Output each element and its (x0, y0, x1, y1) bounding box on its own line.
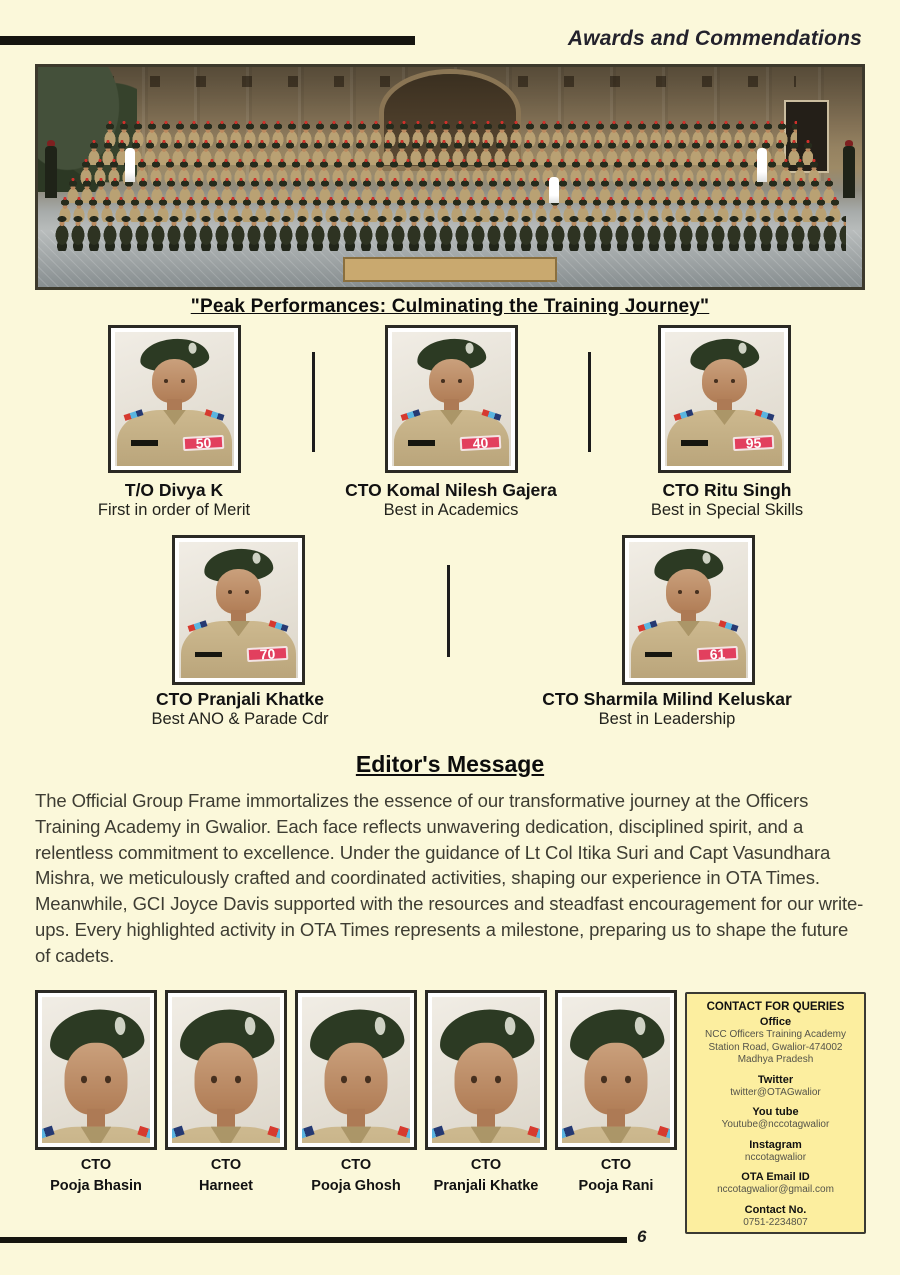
epaulette (401, 409, 421, 421)
epaulette (638, 620, 658, 632)
seated-officers-row (54, 215, 845, 251)
carpet (343, 257, 557, 281)
number-tag: 95 (732, 435, 774, 451)
face (152, 359, 197, 403)
team-rank: CTO (600, 1157, 632, 1173)
contact-section-instagram: Instagram nccotagwalior (744, 1138, 807, 1163)
cadet-portrait (302, 997, 410, 1143)
epaulette (527, 1126, 540, 1143)
team-caption (551, 1157, 681, 1194)
epaulette (482, 409, 502, 421)
team-photo-pranjali-khatke (425, 990, 547, 1150)
epaulette (205, 409, 225, 421)
contact-section-office: Office NCC Officers Training Academy Station Road, Gwalior-474002 Madhya Pradesh (705, 1016, 846, 1065)
epaulette (674, 409, 694, 421)
team-photo-pooja-ghosh (295, 990, 417, 1150)
team-name: Pooja Rani (578, 1178, 654, 1194)
team-caption (31, 1157, 161, 1194)
cadet-portrait (665, 332, 784, 466)
name-plate (681, 440, 708, 445)
number-tag: 40 (459, 435, 501, 451)
epaulette (397, 1126, 410, 1143)
award-caption (100, 690, 380, 729)
page-number: 6 (637, 1227, 647, 1246)
face (585, 1043, 647, 1115)
awardee-name: CTO Sharmila Milind Keluskar (542, 689, 792, 709)
face (666, 569, 711, 614)
name-plate (408, 440, 435, 445)
editors-message-body: The Official Group Frame immortalizes the essence of our transformative journey at the Officers Training Academy in Gwalior. Each face reflects unwavering dedication, disciplined spirit, and a relentless commitment to excellence. Under the guidance of Lt Col Itika Suri and Capt Vasundhara Mishra, we meticulously crafted and coordinated activities, shaping our experience in OTA Times. Meanwhile, GCI Joyce Davis supported with the resources and steadfast encouragement for our write-ups. Every highlighted activity in OTA Times represents a milestone, preparing us to shape the future of cadets. (35, 790, 864, 966)
team-photo-harneet (165, 990, 287, 1150)
cadet-portrait (432, 997, 540, 1143)
team-caption (161, 1157, 291, 1194)
award-title: Best in Leadership (598, 710, 736, 728)
epaulette (755, 409, 775, 421)
awardee-name: CTO Pranjali Khatke (156, 689, 324, 709)
awardee-name: T/O Divya K (124, 480, 224, 500)
cadet-portrait (562, 997, 670, 1143)
team-caption (291, 1157, 421, 1194)
contact-section-email: OTA Email ID nccotagwalior@gmail.com (717, 1171, 834, 1195)
group-photo-caption: "Peak Performances: Culminating the Training Journey" (190, 296, 710, 317)
award-title: Best in Academics (383, 501, 519, 519)
team-caption (421, 1157, 551, 1194)
cadet-portrait (115, 332, 234, 466)
team-name: Pooja Bhasin (50, 1178, 142, 1194)
team-rank: CTO (340, 1157, 372, 1173)
awardee-name: CTO Ritu Singh (662, 480, 792, 500)
cadet-portrait (42, 997, 150, 1143)
cadet-portrait (172, 997, 280, 1143)
team-name: Pranjali Khatke (433, 1178, 539, 1194)
team-name: Pooja Ghosh (311, 1178, 401, 1194)
navy-officer (757, 148, 767, 182)
award-photo-divya (108, 325, 241, 473)
name-plate (131, 440, 158, 445)
uniform-shirt (432, 1126, 540, 1143)
name-plate (645, 652, 672, 657)
face (455, 1043, 517, 1115)
uniform-shirt (394, 410, 508, 466)
award-photo-komal (385, 325, 518, 473)
awardee-name: CTO Komal Nilesh Gajera (345, 480, 557, 500)
cadet-portrait (179, 542, 298, 678)
uniform-shirt (117, 410, 231, 466)
contact-title: CONTACT FOR QUERIES (706, 1001, 845, 1013)
epaulette (188, 620, 208, 632)
contact-section-phone: Contact No. 0751-2234807 (743, 1203, 808, 1228)
epaulette (562, 1126, 575, 1143)
epaulette (269, 620, 289, 632)
award-title: First in order of Merit (97, 501, 251, 519)
navy-officer (549, 177, 559, 203)
face (216, 569, 261, 614)
award-photo-pranjali (172, 535, 305, 685)
epaulette (267, 1126, 280, 1143)
epaulette (42, 1126, 55, 1143)
team-photo-pooja-rani (555, 990, 677, 1150)
name-plate (195, 652, 222, 657)
editors-message-heading: Editor's Message (355, 751, 545, 777)
award-photo-sharmila (622, 535, 755, 685)
face (195, 1043, 257, 1115)
face (429, 359, 474, 403)
team-photo-pooja-bhasin (35, 990, 157, 1150)
epaulette (432, 1126, 445, 1143)
uniform-shirt (181, 621, 295, 678)
top-rule-bar (0, 36, 415, 45)
award-caption (527, 690, 807, 729)
divider (447, 565, 450, 657)
navy-officer (125, 148, 135, 182)
epaulette (124, 409, 144, 421)
award-title: Best in Special Skills (650, 501, 804, 519)
uniform-shirt (42, 1126, 150, 1143)
cadet-portrait (392, 332, 511, 466)
uniform-shirt (562, 1126, 670, 1143)
epaulette (172, 1126, 185, 1143)
epaulette (719, 620, 739, 632)
cadet-portrait (629, 542, 748, 678)
contact-section-youtube: You tube Youtube@nccotagwalior (721, 1106, 830, 1130)
team-name: Harneet (199, 1178, 253, 1194)
number-tag: 50 (182, 435, 224, 451)
award-caption (587, 481, 867, 520)
bottom-rule-bar (0, 1237, 627, 1243)
page-title: Awards and Commendations (567, 27, 862, 50)
uniform-shirt (172, 1126, 280, 1143)
number-tag: 70 (246, 646, 288, 662)
team-rank: CTO (470, 1157, 502, 1173)
team-rank: CTO (80, 1157, 112, 1173)
award-title: Best ANO & Parade Cdr (151, 710, 329, 728)
epaulette (137, 1126, 150, 1143)
face (702, 359, 747, 403)
sentry-left (45, 146, 57, 198)
uniform-shirt (667, 410, 781, 466)
sentry-right (843, 146, 855, 198)
group-photo-scene (38, 67, 862, 287)
award-caption (34, 481, 314, 520)
epaulette (657, 1126, 670, 1143)
uniform-shirt (631, 621, 745, 678)
divider (588, 352, 591, 452)
contact-box (685, 992, 866, 1234)
uniform-shirt (302, 1126, 410, 1143)
award-caption (311, 481, 591, 520)
epaulette (302, 1126, 315, 1143)
number-tag: 61 (696, 646, 738, 662)
contact-section-twitter: Twitter twitter@OTAGwalior (730, 1073, 821, 1098)
divider (312, 352, 315, 452)
cadet-rows (46, 120, 854, 251)
face (65, 1043, 127, 1115)
group-photo (35, 64, 865, 290)
team-rank: CTO (210, 1157, 242, 1173)
face (325, 1043, 387, 1115)
award-photo-ritu (658, 325, 791, 473)
